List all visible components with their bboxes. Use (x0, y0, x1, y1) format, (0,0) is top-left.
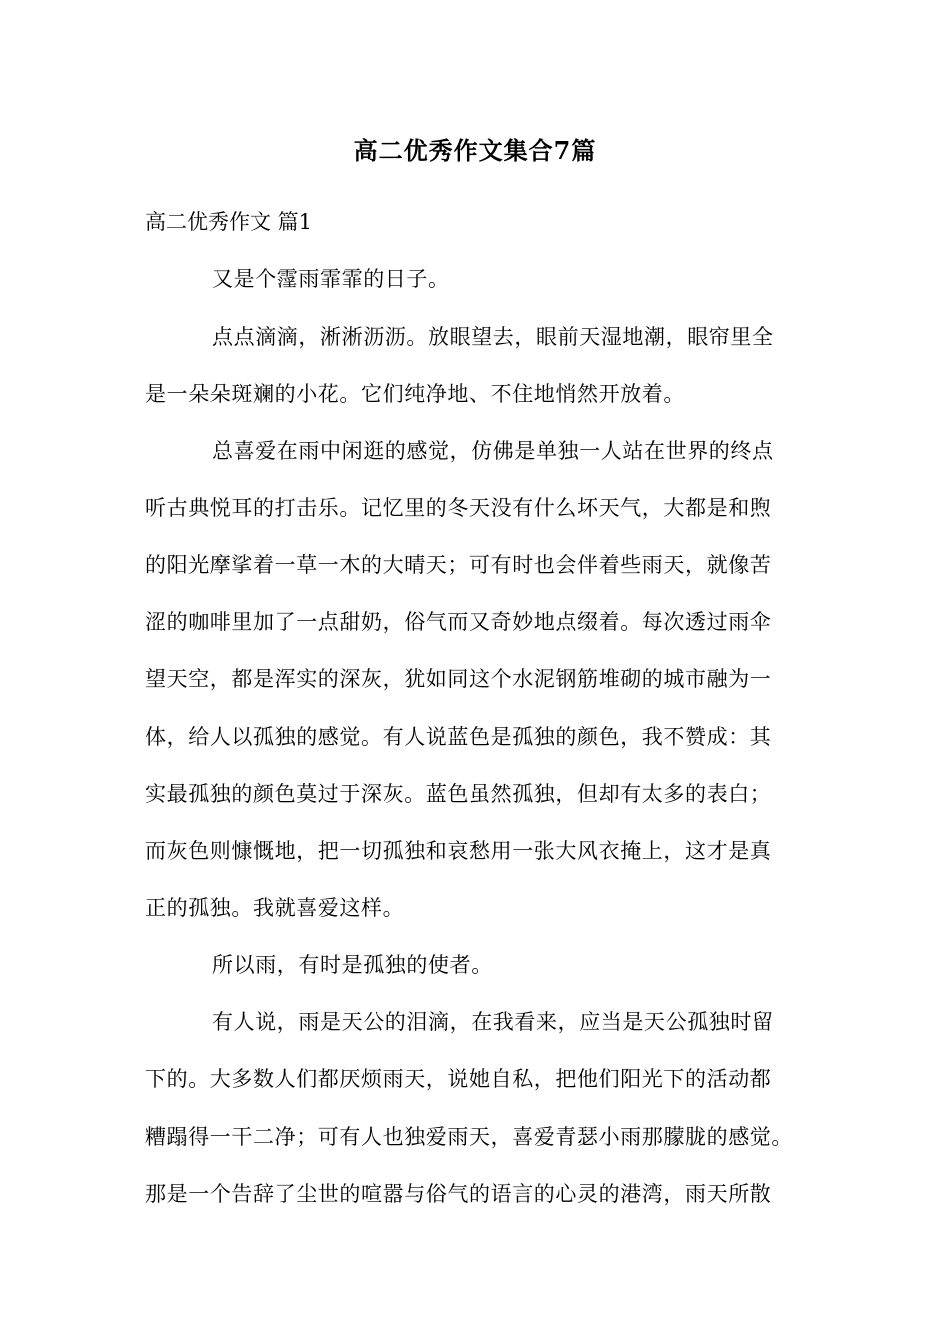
paragraph-line: 体，给人以孤独的感觉。有人说蓝色是孤独的颜色，我不赞成：其 (145, 725, 772, 749)
paragraph-line: 又是个霪雨霏霏的日子。 (212, 267, 450, 291)
paragraph-line: 听古典悦耳的打击乐。记忆里的冬天没有什么坏天气，大都是和煦 (145, 496, 772, 520)
paragraph-line: 实最孤独的颜色莫过于深灰。蓝色虽然孤独，但却有太多的表白； (145, 782, 772, 806)
paragraph-line: 糟蹋得一干二净；可有人也独爱雨天，喜爱青瑟小雨那朦胧的感觉。 (145, 1125, 793, 1149)
paragraph-line: 有人说，雨是天公的泪滴，在我看来，应当是天公孤独时留 (212, 1010, 774, 1034)
paragraph-line: 是一朵朵斑斓的小花。它们纯净地、不住地悄然开放着。 (145, 382, 685, 406)
paragraph-line: 点点滴滴，淅淅沥沥。放眼望去，眼前天湿地潮，眼帘里全 (212, 325, 774, 349)
document-title: 高二优秀作文集合7篇 (353, 136, 597, 165)
paragraph-line: 的阳光摩挲着一草一木的大晴天；可有时也会伴着些雨天，就像苦 (145, 553, 772, 577)
paragraph-line: 正的孤独。我就喜爱这样。 (145, 896, 405, 920)
paragraph-line: 所以雨，有时是孤独的使者。 (212, 953, 493, 977)
paragraph-line: 涩的咖啡里加了一点甜奶，俗气而又奇妙地点缀着。每次透过雨伞 (145, 610, 772, 634)
paragraph-line: 那是一个告辞了尘世的喧嚣与俗气的语言的心灵的港湾，雨天所散 (145, 1182, 772, 1206)
paragraph-line: 下的。大多数人们都厌烦雨天，说她自私，把他们阳光下的活动都 (145, 1067, 772, 1091)
paragraph-line: 望天空，都是浑实的深灰，犹如同这个水泥钢筋堆砌的城市融为一 (145, 667, 772, 691)
section-heading: 高二优秀作文 篇1 (145, 210, 313, 234)
paragraph-line: 而灰色则慷慨地，把一切孤独和哀愁用一张大风衣掩上，这才是真 (145, 839, 772, 863)
paragraph-line: 总喜爱在雨中闲逛的感觉，仿佛是单独一人站在世界的终点 (212, 439, 774, 463)
